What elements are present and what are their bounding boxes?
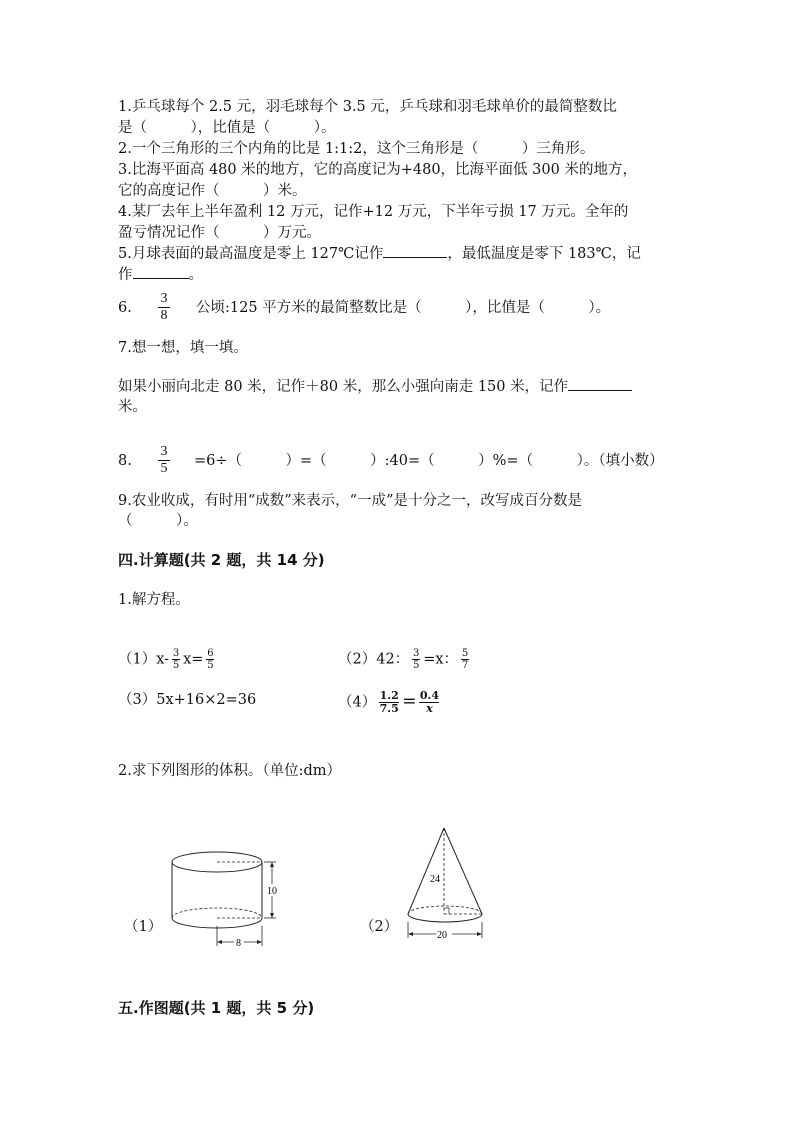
section-5-heading: 五.作图题(共 1 题，共 5 分) <box>118 999 315 1017</box>
eq2-rhs-fraction <box>461 648 469 671</box>
eq4-num1: 1.2 <box>379 689 399 702</box>
equation-3: （3）5x+16×2=36 <box>118 692 257 708</box>
eq4-equals: = <box>402 691 417 712</box>
q8-frac-numerator: 3 <box>160 444 168 459</box>
figure-1-label: （1） <box>124 919 163 935</box>
q5-text-b: ，最低温度是零下 183℃，记 <box>447 246 641 262</box>
section-4-heading: 四.计算题(共 2 题，共 14 分) <box>118 551 325 569</box>
q1-line2: 是（ ），比值是（ ）。 <box>118 120 336 136</box>
equation-1 <box>118 648 217 671</box>
q5-blank-1[interactable] <box>383 243 447 258</box>
calc2-title: 2.求下列图形的体积。（单位:dm） <box>118 763 342 779</box>
cone-figure <box>402 824 492 946</box>
q5-line1 <box>118 243 641 264</box>
q8-number: 8. <box>118 453 132 469</box>
eq2-den: 5 <box>413 660 420 671</box>
cylinder-height-label: 10 <box>267 886 277 897</box>
eq4-den1: 7.5 <box>379 702 399 715</box>
eq1-part-b: x= <box>183 651 204 668</box>
eq1-num: 3 <box>172 648 180 659</box>
q5-blank-2[interactable] <box>133 264 189 279</box>
cylinder-radius-label: 8 <box>236 938 241 949</box>
eq1-rhs-fraction <box>206 648 214 671</box>
eq2-rhs-den: 7 <box>461 660 469 671</box>
eq2-num: 3 <box>413 648 420 659</box>
q5-text-a: 5.月球表面的最高温度是零上 127℃记作 <box>118 246 384 262</box>
eq4-fraction-right <box>419 690 439 715</box>
equation-2 <box>338 648 472 671</box>
eq2-rhs-num: 5 <box>461 648 469 659</box>
q5-line2 <box>118 264 203 285</box>
q9-line1: 9.农业收成，有时用“成数”来表示，“一成”是十分之一，改写成百分数是 <box>118 493 582 509</box>
q1-line1: 1.乒乓球每个 2.5 元，羽毛球每个 3.5 元，乒乓球和羽毛球单价的最简整数比 <box>118 99 617 115</box>
q8-fraction <box>158 444 170 477</box>
q6-text: 公顷:125 平方米的最简整数比是（ ），比值是（ ）。 <box>196 300 611 316</box>
eq4-part-a: （4） <box>338 694 377 711</box>
eq1-rhs-den: 5 <box>207 660 214 671</box>
eq2-fraction <box>412 648 420 671</box>
q8-frac-denominator: 5 <box>160 461 168 476</box>
q2-line: 2.一个三角形的三个内角的比是 1:1:2，这个三角形是（ ）三角形。 <box>118 141 595 157</box>
q6-number: 6. <box>118 300 132 316</box>
q7-blank[interactable] <box>568 376 632 391</box>
cylinder-figure <box>166 846 296 956</box>
q6-frac-numerator: 3 <box>160 291 168 306</box>
q7-text: 如果小丽向北走 80 米，记作＋80 米，那么小强向南走 150 米，记作 <box>118 379 569 395</box>
q5-text-d: 。 <box>188 267 203 283</box>
q5-text-c: 作 <box>118 267 133 283</box>
eq2-part-b: =x： <box>423 651 459 668</box>
eq2-part-a: （2）42： <box>338 651 410 668</box>
equation-4 <box>338 690 442 715</box>
eq4-fraction-left <box>379 690 399 715</box>
cone-diameter-label: 20 <box>437 930 447 941</box>
q7-title: 7.想一想，填一填。 <box>118 340 248 356</box>
eq1-fraction <box>172 648 180 671</box>
q6-frac-denominator: 8 <box>160 308 168 323</box>
q3-line2: 它的高度记作（ ）米。 <box>118 183 307 199</box>
eq4-den2: x <box>426 702 433 715</box>
figure-2-label: （2） <box>360 919 399 935</box>
eq4-num2: 0.4 <box>419 689 440 702</box>
cone-height-label: 24 <box>430 874 440 885</box>
q3-line1: 3.比海平面高 480 米的地方，它的高度记为+480，比海平面低 300 米的地方， <box>118 162 637 178</box>
calc1-title: 1.解方程。 <box>118 592 190 608</box>
q8-text: =6÷（ ）=（ ）:40=（ ）%=（ ）。（填小数） <box>194 453 664 469</box>
q9-line2: （ ）。 <box>118 513 198 529</box>
q7-line2: 米。 <box>118 399 147 415</box>
eq1-den: 5 <box>172 660 180 671</box>
eq1-rhs-num: 6 <box>207 648 214 659</box>
q6-fraction <box>158 291 170 324</box>
eq1-part-a: （1）x- <box>118 651 170 668</box>
q4-line2: 盈亏情况记作（ ）万元。 <box>118 225 321 241</box>
q4-line1: 4.某厂去年上半年盈利 12 万元，记作+12 万元，下半年亏损 17 万元。全年的 <box>118 204 629 220</box>
q7-line1 <box>118 376 632 397</box>
